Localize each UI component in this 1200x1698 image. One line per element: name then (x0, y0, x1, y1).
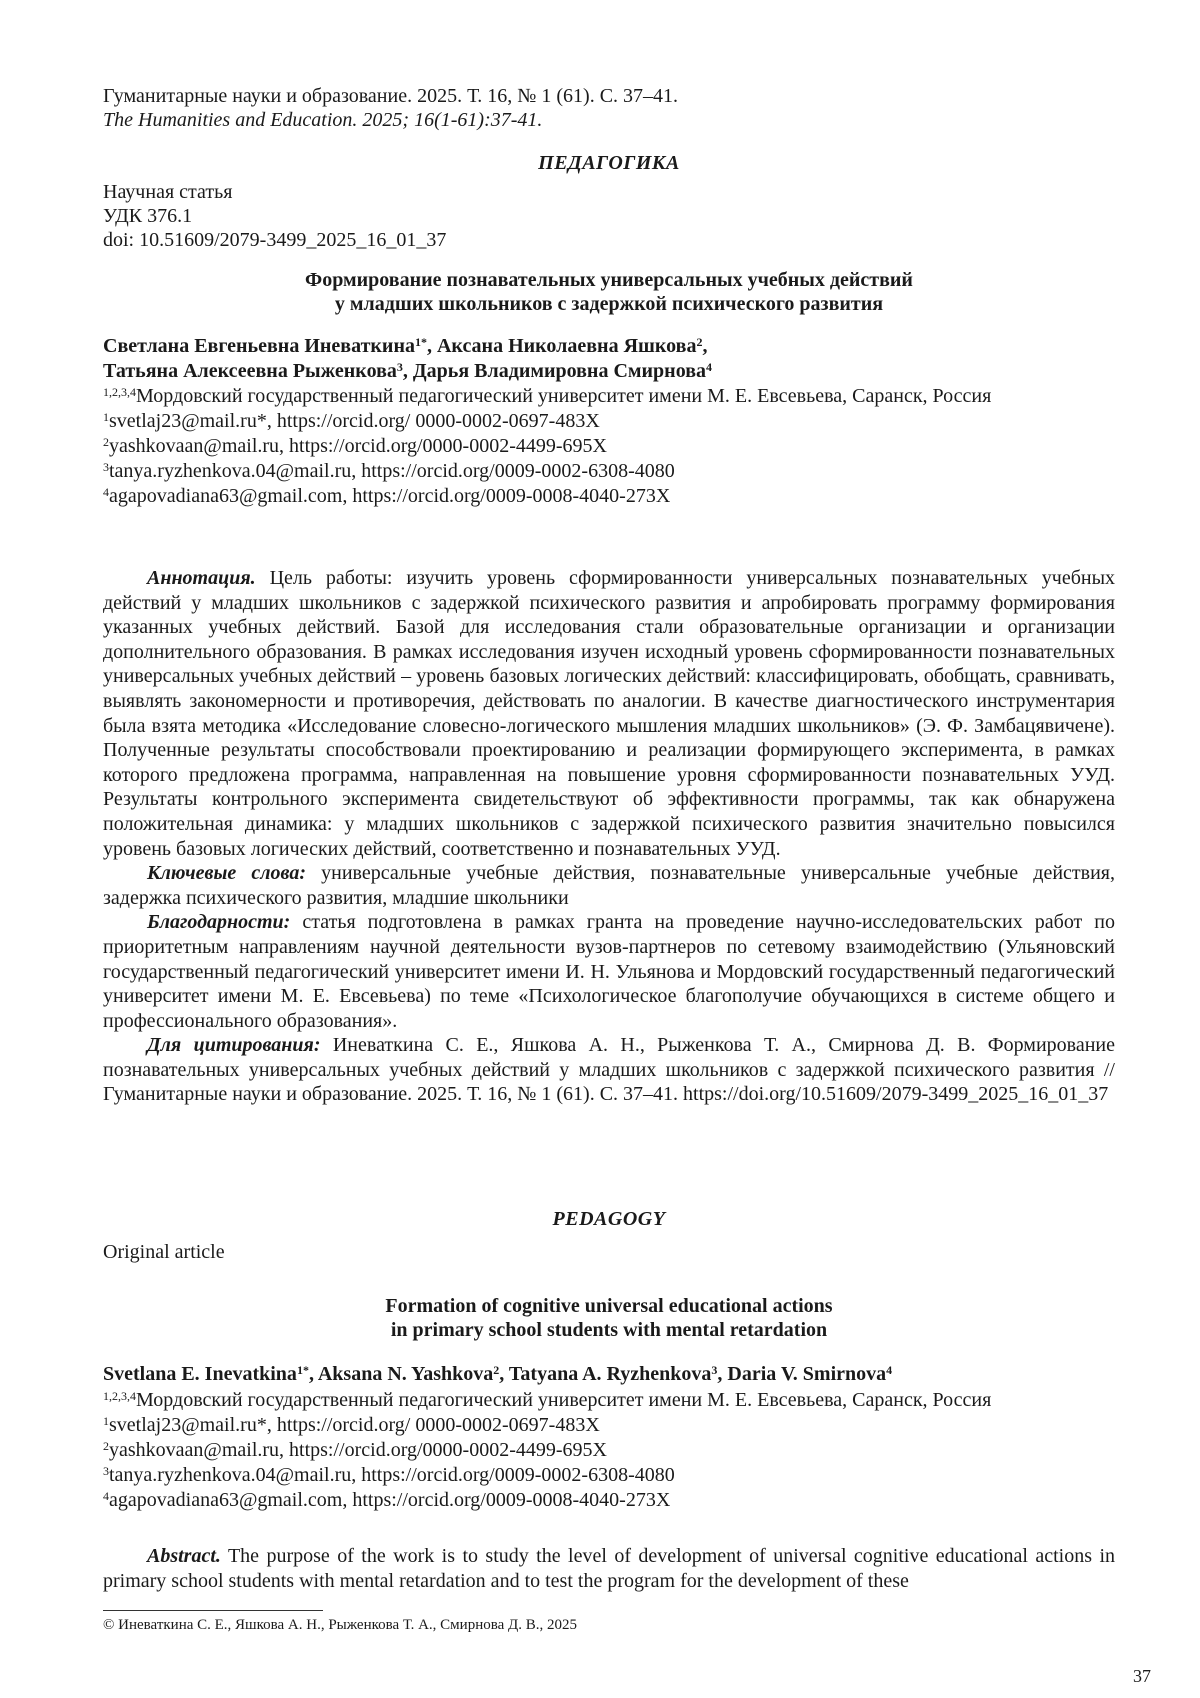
contact-sup: 3 (103, 460, 109, 474)
author-sep: , (402, 360, 413, 382)
citation-ru (103, 1033, 1115, 1107)
article-title-en (103, 1294, 1115, 1342)
author-name: Aksana N. Yashkova (317, 1363, 494, 1385)
author-sup: 3 (396, 360, 403, 374)
page-number: 37 (1133, 1666, 1151, 1686)
affiliation-sup: 1,2,3,4 (103, 385, 136, 399)
contact-text: yashkovaan@mail.ru, https://orcid.org/0000-0002-4499-695X (109, 1439, 607, 1461)
author-name: Daria V. Smirnova (727, 1363, 887, 1385)
contact-line (103, 459, 1115, 484)
abstract-text: Цель работы: изучить уровень сформированности универсальных познавательных учебных действий у младших школьников с задержкой психического развития и апробировать программу формирования указанных учебных действий. Базой для исследования стали образовательные организации и организации дополнительного образования. В рамках исследования изучен исходный уровень сформированности познавательных универсальных учебных действий – уровень базовых логических действий: классифицировать, обобщать, сравнивать, выявлять закономерности и противоречия, действовать по аналогии. В качестве диагностического инструментария была взята методика «Исследование словесно-логического мышления младших школьников» (Э. Ф. Замбацявичене). Полученные результаты способствовали проектированию и реализации формирующего эксперимента, в рамках которого предложена программа, направленная на повышение уровня сформированности познавательных УУД. Результаты контрольного эксперимента свидетельствуют об эффективности программы, так как обнаружена положительная динамика: у младших школьников с задержкой психического развития значительно повысился уровень базовых логических действий, соответственно и познавательных УУД. (103, 567, 1116, 860)
contact-sup: 4 (103, 485, 109, 499)
abstract-text: The purpose of the work is to study the level of development of universal cognitive educational actions in primary school students with mental retardation and to test the program for the development of these (103, 1545, 1115, 1592)
contact-text: yashkovaan@mail.ru, https://orcid.org/0000-0002-4499-695X (109, 435, 607, 457)
journal-header-en: The Humanities and Education. 2025; 16(1-61):37-41. (103, 109, 543, 131)
author-name: Дарья Владимировна Смирнова (412, 360, 706, 382)
thanks-text: статья подготовлена в рамках гранта на проведение научно-исследовательских работ по приоритетным направлениям научной деятельности вузов-партнеров по сетевому взаимодействию (Ульяновский государственный педагогический университет имени И. Н. Ульянова и Мордовский государственный педагогический университет имени М. Е. Евсевьева) по теме «Психологическое благополучие обучающихся в системе общего и профессионального образования». (103, 911, 1116, 1032)
udc: УДК 376.1 (103, 205, 193, 227)
author-sup: 1* (414, 335, 427, 349)
contact-line (103, 409, 1115, 434)
author-name: Аксана Николаевна Яшкова (436, 335, 697, 357)
author-sep: , (308, 1363, 318, 1385)
author-name: Svetlana E. Inevatkina (103, 1363, 297, 1385)
contact-line (103, 484, 1115, 509)
contact-sup: 1 (103, 410, 109, 424)
affiliation-block-en (103, 1388, 1115, 1513)
contact-sup: 2 (103, 435, 109, 449)
contact-sup: 3 (103, 1464, 109, 1478)
doi: doi: 10.51609/2079-3499_2025_16_01_37 (103, 229, 447, 251)
contact-line (103, 1463, 1115, 1488)
authors-ru (103, 334, 1115, 384)
author-sup: 4 (706, 360, 712, 374)
section-heading-en: PEDAGOGY (552, 1208, 666, 1230)
journal-header-ru: Гуманитарные науки и образование. 2025. Т. 16, № 1 (61). С. 37–41. (103, 85, 679, 107)
thanks-label: Благодарности: (147, 911, 291, 934)
authors-en (103, 1362, 1115, 1387)
author-sep: , (717, 1363, 728, 1385)
article-title-ru (103, 268, 1115, 316)
article-title-en-line2: in primary school students with mental retardation (390, 1319, 828, 1341)
affiliation-ru (103, 384, 1115, 409)
citation-text: Иневаткина С. Е., Яшкова А. Н., Рыженкова Т. А., Смирнова Д. В. Формирование познавательных универсальных учебных действий у младших школьников с задержкой психического развития // Гуманитарные науки и образование. 2025. Т. 16, № 1 (61). С. 37–41. https://doi.org/10.51609/2079-3499_2025_16_01_37 (103, 1034, 1116, 1106)
abstract-block-en (103, 1544, 1115, 1593)
keywords-ru (103, 861, 1115, 910)
abstract-en (103, 1544, 1115, 1593)
article-type-en: Original article (103, 1241, 225, 1263)
contact-text: tanya.ryzhenkova.04@mail.ru, https://orcid.org/0009-0002-6308-4080 (109, 1464, 675, 1486)
contact-line (103, 1438, 1115, 1463)
footnote-divider (103, 1610, 323, 1611)
copyright-footnote: © Иневаткина С. Е., Яшкова А. Н., Рыженкова Т. А., Смирнова Д. В., 2025 (103, 1617, 577, 1633)
affiliation-sup: 1,2,3,4 (103, 1389, 136, 1403)
contact-line (103, 1413, 1115, 1438)
contact-line (103, 1488, 1115, 1513)
author-sup: 3 (711, 1363, 718, 1377)
keywords-text: универсальные учебные действия, познавательные универсальные учебные действия, задержка психического развития, младшие школьники (103, 862, 1116, 909)
contact-text: svetlaj23@mail.ru*, https://orcid.org/ 0000-0002-0697-483X (109, 1414, 600, 1436)
affiliation-text: Мордовский государственный педагогический университет имени М. Е. Евсевьева, Саранск, Россия (136, 385, 992, 407)
abstract-ru (103, 566, 1115, 861)
contact-sup: 1 (103, 1414, 109, 1428)
article-title-ru-line1: Формирование познавательных универсальных учебных действий (305, 269, 913, 291)
keywords-label: Ключевые слова: (147, 862, 306, 885)
author-sep: , (426, 335, 437, 357)
article-title-en-line1: Formation of cognitive universal educational actions (385, 1295, 833, 1317)
contact-line (103, 434, 1115, 459)
affiliation-block-ru (103, 384, 1115, 509)
thanks-ru (103, 910, 1115, 1033)
contact-sup: 2 (103, 1439, 109, 1453)
author-sep: , (499, 1363, 509, 1385)
contact-text: agapovadiana63@gmail.com, https://orcid.org/0009-0008-4040-273X (109, 485, 671, 507)
author-sup: 4 (886, 1363, 893, 1377)
author-sup: 2 (696, 335, 703, 349)
abstract-block-ru (103, 566, 1115, 1107)
contact-text: svetlaj23@mail.ru*, https://orcid.org/ 0000-0002-0697-483X (109, 410, 600, 432)
author-name: Светлана Евгеньевна Иневаткина (103, 335, 415, 357)
author-name: Tatyana A. Ryzhenkova (508, 1363, 712, 1385)
article-title-ru-line2: у младших школьников с задержкой психического развития (334, 293, 884, 315)
section-heading-ru: ПЕДАГОГИКА (538, 152, 680, 174)
author-sup: 1* (296, 1363, 309, 1377)
abstract-label: Abstract. (147, 1545, 221, 1567)
citation-label: Для цитирования: (147, 1034, 321, 1057)
article-type-ru: Научная статья (103, 181, 233, 203)
contact-sup: 4 (103, 1489, 109, 1503)
affiliation-text: Мордовский государственный педагогический университет имени М. Е. Евсевьева, Саранск, Россия (136, 1389, 992, 1411)
abstract-label: Аннотация. (147, 567, 256, 589)
affiliation-en (103, 1388, 1115, 1413)
author-sup: 2 (493, 1363, 500, 1377)
contact-text: tanya.ryzhenkova.04@mail.ru, https://orcid.org/0009-0002-6308-4080 (109, 460, 675, 482)
contact-text: agapovadiana63@gmail.com, https://orcid.org/0009-0008-4040-273X (109, 1489, 671, 1511)
author-sep: , (702, 335, 708, 357)
author-name: Татьяна Алексеевна Рыженкова (103, 360, 397, 382)
